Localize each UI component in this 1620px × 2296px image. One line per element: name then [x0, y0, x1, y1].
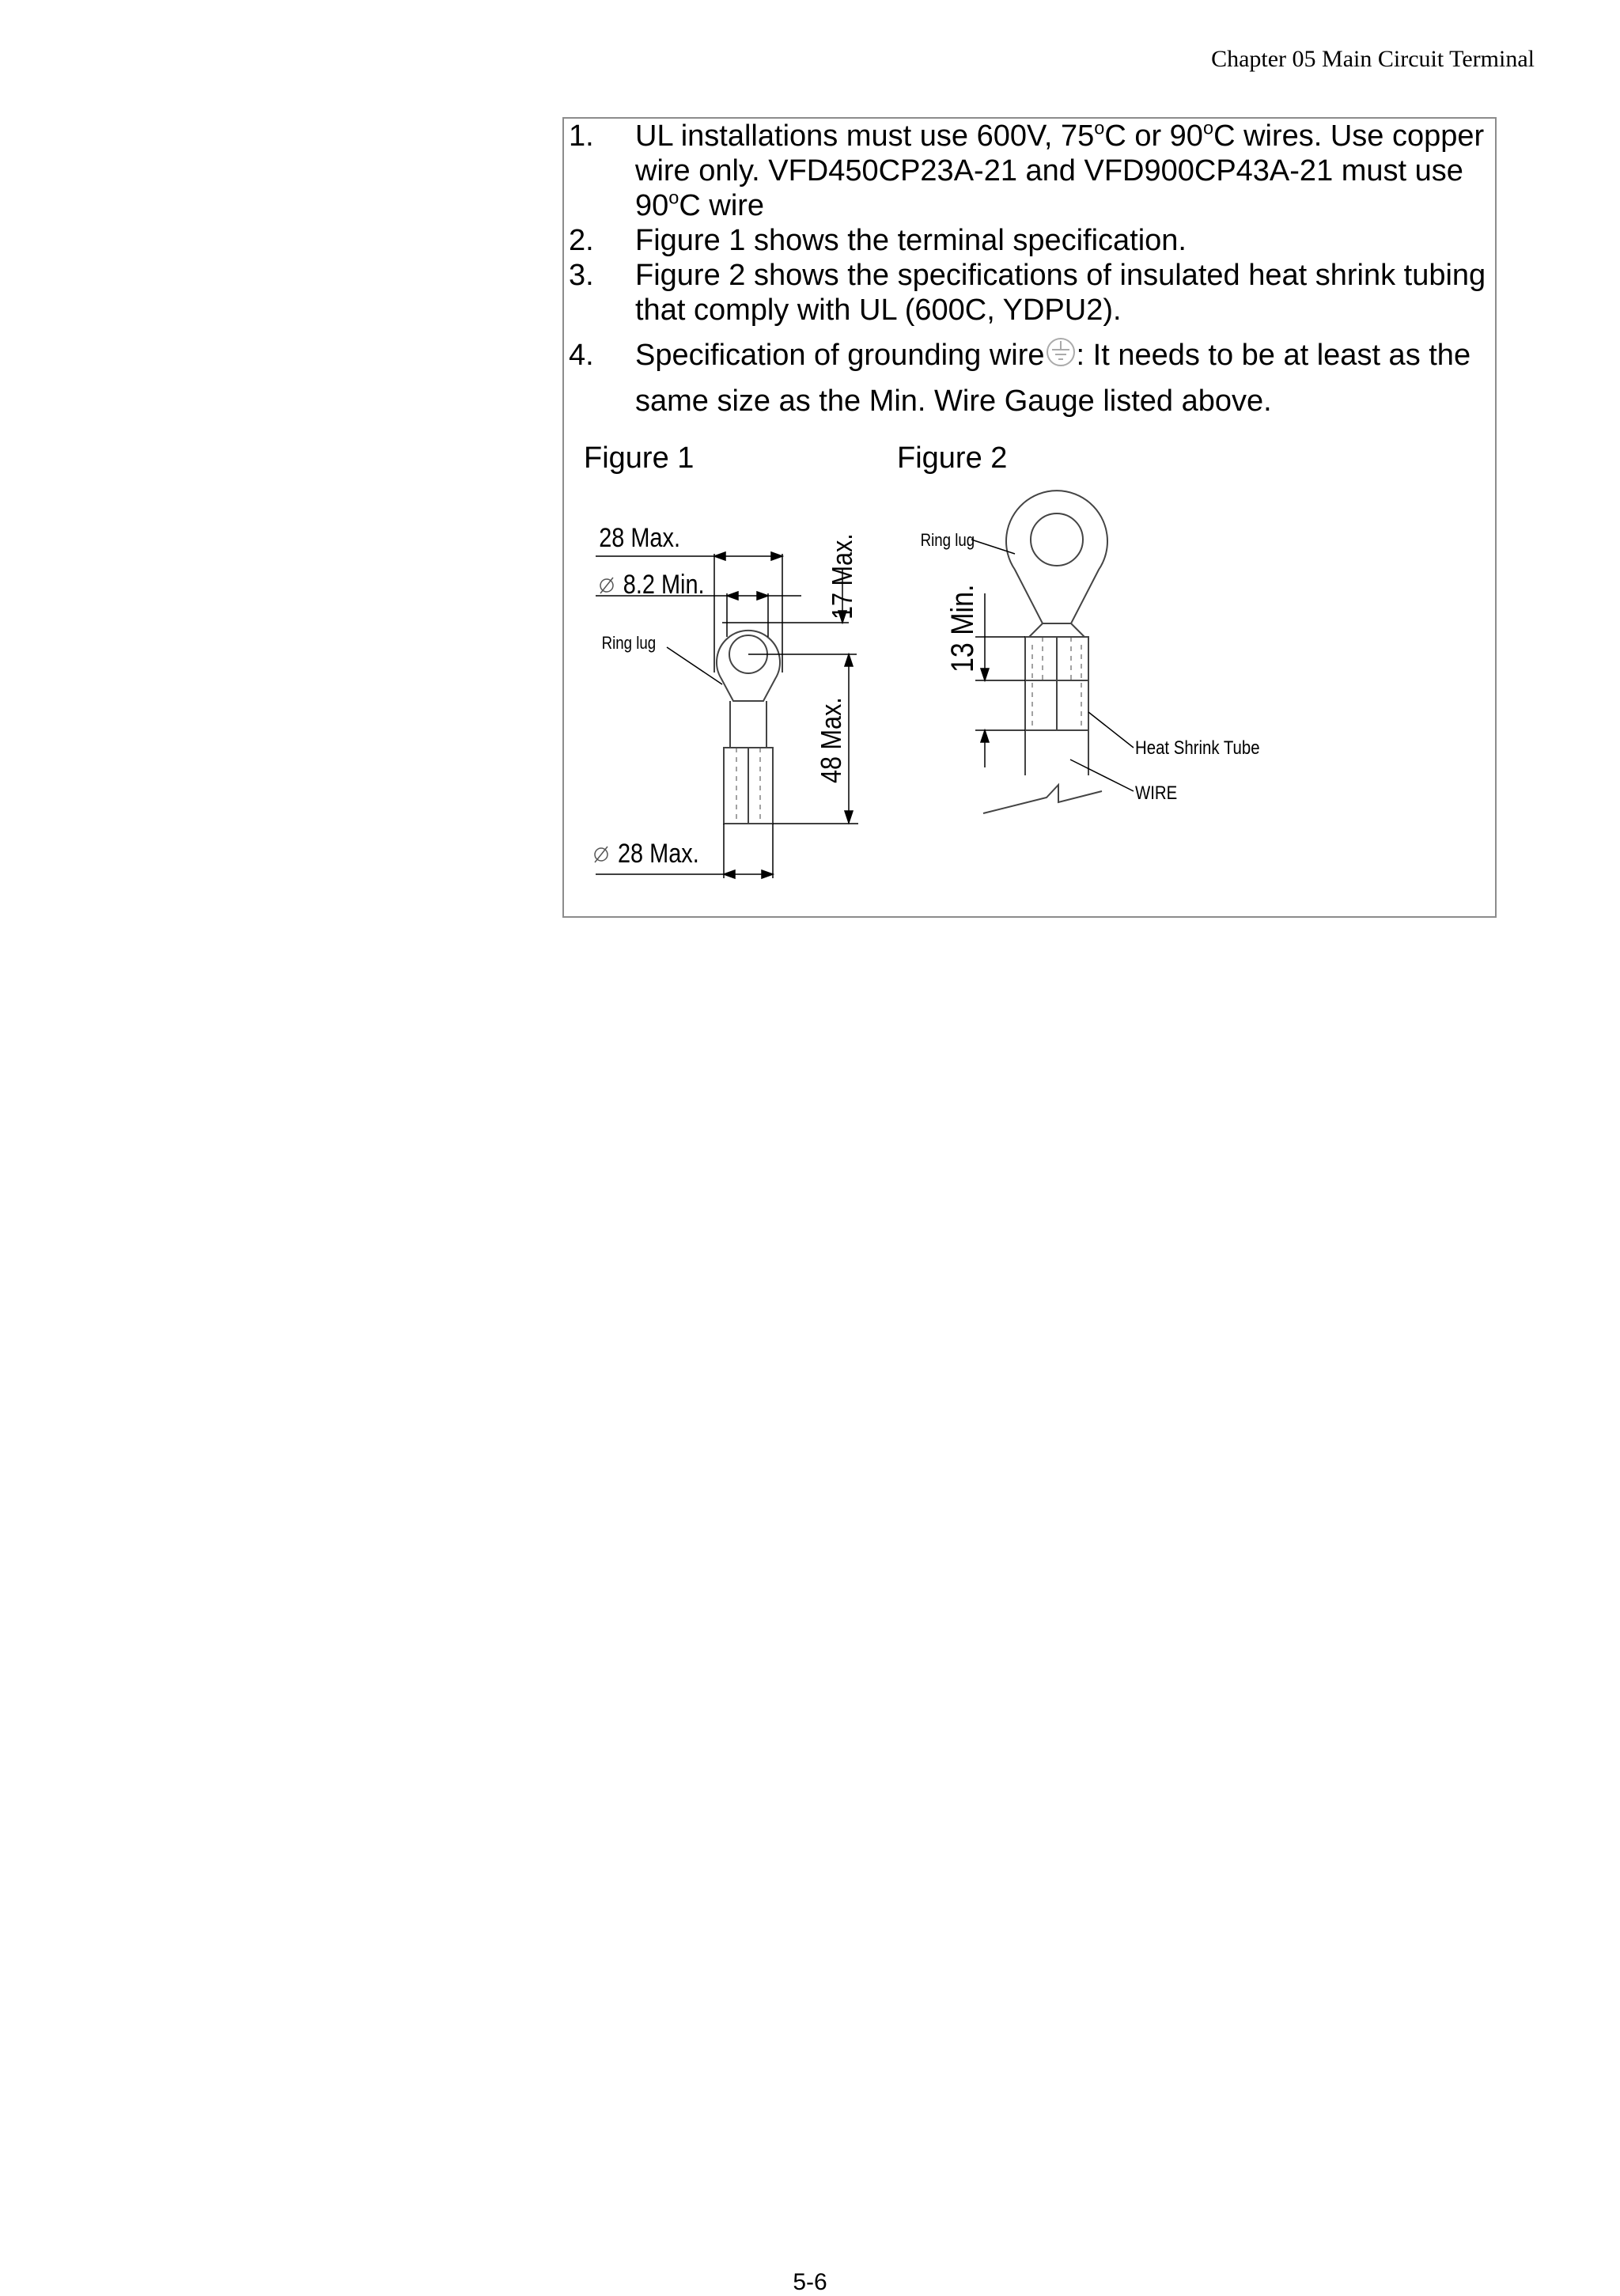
figure-2-title: Figure 2: [897, 441, 1008, 475]
diameter-symbol-icon: [595, 847, 608, 862]
dim-overlap-min: 13 Min.: [944, 584, 980, 673]
dimension-lines: [971, 540, 1134, 791]
page-number: 5-6: [793, 2269, 827, 2295]
ring-lug-drawing: [983, 491, 1107, 813]
dim-width-max: 28 Max.: [599, 521, 680, 553]
ground-symbol-icon: [1045, 336, 1077, 380]
wire-label: WIRE: [1135, 782, 1178, 804]
ring-lug-drawing: [717, 631, 780, 824]
figure-1-ring-lug-label: Ring lug: [601, 634, 657, 654]
note-number: 1.: [569, 119, 594, 153]
note-number: 3.: [569, 259, 594, 292]
note-item-1: 1. UL installations must use 600V, 75$^o$C or 90$^o$C wires. Use copper wire only. VFD450CP23A-21 and VFD900CP43A-21 must use 90$^o$C wire: [569, 117, 1485, 222]
figure-2-ring-lug-label: Ring lug: [920, 531, 975, 551]
chapter-header: Chapter 05 Main Circuit Terminal: [1211, 46, 1535, 72]
diameter-symbol-icon: [600, 578, 613, 593]
dim-barrel-diameter-max: 28 Max.: [618, 837, 699, 869]
dim-head-height-max: 17 Max.: [827, 533, 859, 619]
heat-shrink-tube-label: Heat Shrink Tube: [1135, 737, 1260, 759]
note-number: 4.: [569, 339, 594, 372]
note-item-4: 4. Specification of grounding wire : It needs to be at least as the same size as the Min. Wire Gauge listed above.: [569, 334, 1494, 422]
note-item-2: 2. Figure 1 shows the terminal specification.: [569, 224, 1187, 257]
notes-box: [562, 117, 1497, 918]
figure-1-diagram: [564, 475, 896, 918]
note-number: 2.: [569, 224, 594, 257]
note-item-3: 3. Figure 2 shows the specifications of insulated heat shrink tubing that comply with UL (600C, YDPU2).: [569, 259, 1486, 327]
notes-list: [569, 119, 1494, 422]
dim-length-max: 48 Max.: [816, 697, 848, 783]
dim-hole-min: 8.2 Min.: [623, 568, 705, 600]
figure-1-title: Figure 1: [584, 441, 695, 475]
figure-2-diagram: [896, 475, 1371, 918]
